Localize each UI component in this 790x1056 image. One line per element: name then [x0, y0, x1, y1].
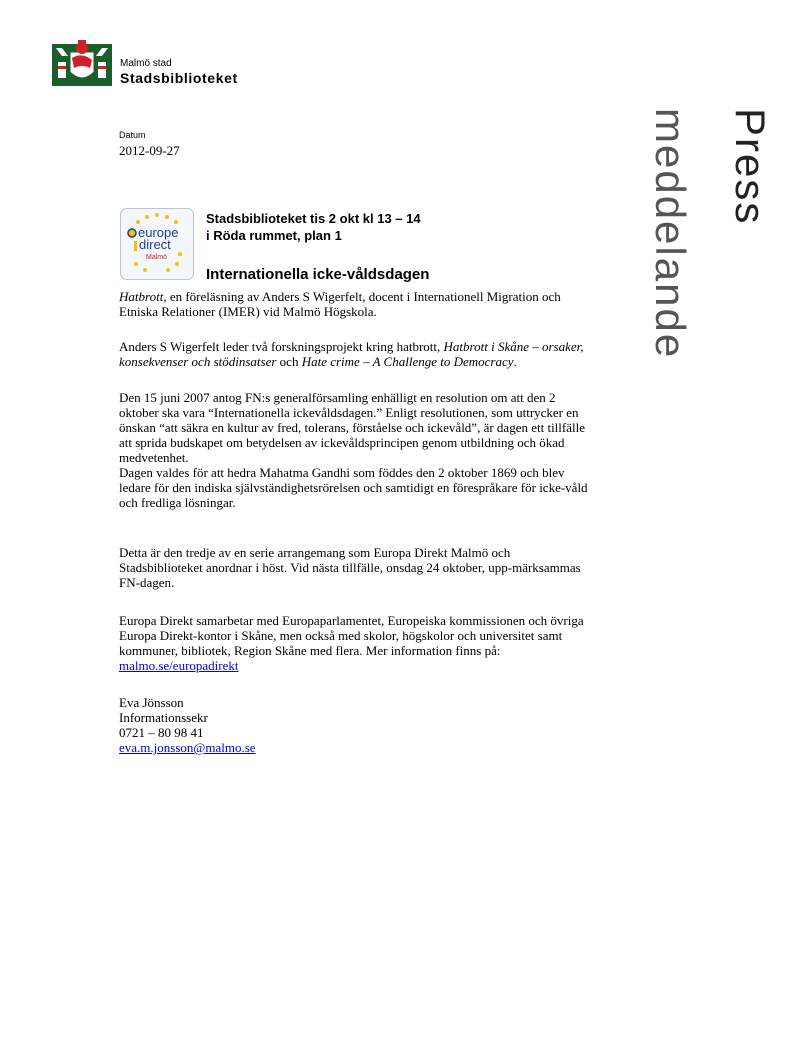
org-name: Stadsbiblioteket	[120, 70, 238, 86]
paragraph-resolution	[119, 390, 589, 510]
brand-line1: europe	[138, 225, 179, 240]
brand-line2: direct	[139, 237, 171, 252]
press-release-title	[630, 108, 774, 558]
lecture-title: Hatbrott	[119, 289, 164, 304]
org-city: Malmö stad	[120, 58, 172, 69]
europe-direct-logo	[120, 208, 194, 280]
project-title-2: Hate crime – A Challenge to Democracy	[301, 354, 514, 369]
contact-email-link[interactable]: eva.m.jonsson@malmo.se	[119, 740, 256, 755]
paragraph-research	[119, 339, 589, 369]
title-part-meddelande: meddelande	[647, 108, 694, 360]
title-part-press: Press	[727, 108, 774, 226]
contact-name: Eva Jönsson	[119, 695, 184, 710]
europadirekt-link[interactable]: malmo.se/europadirekt	[119, 658, 239, 673]
research-text-start: Anders S Wigerfelt leder två forskningsprojekt kring hatbrott,	[119, 339, 444, 354]
contact-phone: 0721 – 80 98 41	[119, 725, 204, 740]
city-crest-icon	[52, 38, 112, 86]
paragraph-series	[119, 545, 589, 590]
main-title: Internationella icke-våldsdagen	[206, 266, 430, 283]
event-time-place: Stadsbiblioteket tis 2 okt kl 13 – 14	[206, 211, 421, 226]
paragraph-cooperation	[119, 613, 589, 673]
resolution-text: Den 15 juni 2007 antog FN:s generalförsamling enhälligt en resolution om att den 2 oktober ska vara “Internationella ickevåldsdagen.” Enligt resolutionen, som uttrycker en önskan “att säkra en kultur av fred, tolerans, förståelse och ickevåld”, är dagen ett tillfälle att sprida budskapet om betydelsen av ickevåldsprincipen genom utbildning och ökad medvetenhet.	[119, 390, 586, 465]
project-title-1: Hatbrott i Skåne – orsaker, konsekvenser och stödinsatser	[119, 339, 584, 369]
research-text-middle: och	[276, 354, 302, 369]
contact-block	[119, 695, 589, 755]
paragraph-intro	[119, 289, 589, 319]
research-text-end: .	[513, 354, 517, 369]
gandhi-text: Dagen valdes för att hedra Mahatma Gandhi som föddes den 2 oktober 1869 och blev ledare för den indiska självständighetsrörelsen och samtidigt en förespråkare för icke-våld och fredliga lösningar.	[119, 465, 588, 510]
date-value: 2012-09-27	[119, 143, 180, 158]
series-text: Detta är den tredje av en serie arrangemang som Europa Direkt Malmö och Stadsbiblioteket anordnar i höst. Vid nästa tillfälle, onsdag 24 oktober, upp-märksammas FN-dagen.	[119, 545, 581, 590]
cooperation-text: Europa Direkt samarbetar med Europaparlamentet, Europeiska kommissionen och övriga Europa Direkt-kontor i Skåne, men också med skolor, högskolor och universitet samt kommuner, bibliotek, Region Skåne med flera. Mer information finns på:	[119, 613, 584, 658]
intro-text: , en föreläsning av Anders S Wigerfelt, docent i Internationell Migration och Etniska Relationer (IMER) vid Malmö Högskola.	[119, 289, 561, 319]
date-label: Datum	[119, 130, 146, 140]
brand-city: Malmö	[146, 254, 168, 261]
event-room: i Röda rummet, plan 1	[206, 228, 342, 243]
contact-role: Informationssekr	[119, 710, 208, 725]
